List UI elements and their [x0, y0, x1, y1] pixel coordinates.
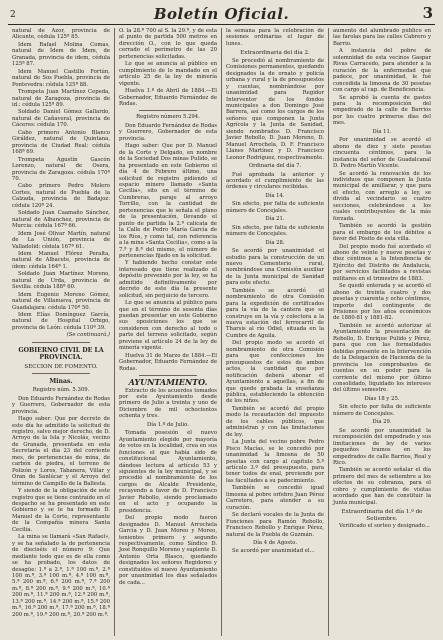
paragraph: Tomada posesión el nuevo Ayuntamiento elegido por mayoría de votos en la localidad, crea en sus funciones el que había sido de constitucional Ayuntamiento, dándose lectura al artículo 53 y siguientes de la ley municipal, y se procedió al nombramiento de los cargos de Alcalde Presidente, recayendo a favor de D. Francisco Javier Rebollo, siendo proclamado en el acto y ocupando la presidencia. [119, 430, 217, 514]
paragraph: La Junta del vecino pobre Pedro Pisco Macías, se le concedió por unanimidad la limosna de 50 pesetas con cargo al capítulo 5.º artículo 3.º del presupuesto, para tener todos de enal, previendo por las facultades a su padecimiento. [226, 439, 324, 484]
column-4 [328, 28, 435, 636]
section-divider [32, 373, 90, 374]
paragraph: Idem Eugenio Moreno Gómez, natural de Villanueva, provincia de Guadalajara: cédula 170ª 50. [12, 291, 110, 311]
paragraph: Trompeta Agustín Gascón Lorenzo, natural de Osera, provincia de Zaragoza: cédula 170ª 70. [12, 156, 110, 182]
page-header [8, 4, 435, 25]
paragraph: la semana para la celebración de sesiones ordinarias el lugar de lunes. [226, 28, 324, 47]
page-title: Boletín Oficial. [153, 5, 290, 23]
subsection-heading: Extraordinaria del día 1.º de Setiembre. [341, 509, 423, 522]
column-1 [8, 28, 114, 636]
centered-heading: Días 18 y 25. [364, 395, 400, 402]
paragraph: Extracto de los acuerdos tomados por este Ayuntamiento desde primero de Julio a treinta y uno de Diciembre de mil ochocientos ochenta y tres. [119, 387, 217, 420]
paragraph: aumento del alumbrado público en las farolas para las calles Cabrero y Barrio. [333, 28, 431, 47]
section-title: AYUNTAMIENTO. [128, 377, 208, 388]
centered-heading: Ordinaria del día 7. [248, 163, 302, 170]
paragraph: Se acordó la renovación de los individuos que componen la Junta municipal de amillarar, y que para el efecto, con arreglo a ley, se divida al vecindario se cuatro secciones, celebrándose a los cuales contribuyentes de la más forzada. [333, 170, 431, 222]
page-number-right: 3 [422, 4, 433, 22]
section-divider [139, 375, 197, 376]
section-heading: GOBIERNO CIVIL DE LA PROVINCIA. [18, 346, 104, 361]
paragraph: Lo que se anuncia al público en cumplimiento de lo mandado en el artículo 25 de la ley de minería vigente. [119, 61, 217, 87]
section-heading: Minas. [49, 378, 73, 386]
centered-heading: Día 29. [372, 419, 392, 426]
paragraph: Se acordó por unanimidad el estudio para la construcción de un nuevo Cementerio rural, nombrándose una Comisión auxiliar de la Junta municipal de Sanidad para este efecto. [226, 248, 324, 287]
text-columns [8, 28, 435, 636]
paragraph: Sin efecto, por falta de suficiente número de Concejales. [226, 201, 324, 214]
paragraph: Idem Rafael Molina Comas, natural de Ídem de Ídem, de Granada, provincia de idem, cédula 125ª 87. [12, 41, 110, 68]
paragraph: Trompeta Juan Martínez Cepeda, natural de Zaragoza, provincia de id.: cédula 125ª 89. [12, 89, 110, 108]
paragraph: O. la 28.ª 700 al S. la 29.ª, y de esta al punto de partida 500 metros en dirección O., con lo que queda cerrado el perímetro de las 20 pertenencias solicitadas. [119, 28, 217, 60]
paragraph: Lo que se anuncia al público para que en el término de sesenta días puedan presentar en este Gobierno sus oposiciones los que se consideren con derecho al todo o parte del terreno solicitado, según previene el artículo 24 de la ley de minería vigente. [119, 300, 217, 352]
paragraph: Sin efecto, por falta de suficiente número de Concejales. [226, 224, 324, 238]
signature-line: (Se continuará.) [66, 332, 110, 339]
paragraph: Idem Elías Domínguez García, natural de Hospital Orbigo, provincia de León: cédula 110ª 39. [12, 312, 110, 331]
paragraph: Huelva 1.º de Abril de 1884.—El Gobernador, Eduardo Fernández de Rodas. [119, 88, 217, 107]
paragraph: Y siendo de la obligación de este registro que se tiene contraído en el despacho se ha presentado en este Gobierno y se le ha formado D. Manuel de la Corte, representante de la Compañía minera Santa Cecilia. [12, 488, 110, 533]
paragraph: También se acordó del propio modo la recaudación del impuesto de los cables públicos, que administran y con las limitaciones de ley. [226, 405, 324, 438]
paragraph: Don Eduardo Fernández de Rodas y Guerrero, Gobernador de esta provincia. [119, 122, 217, 142]
paragraph: Verificado el sorteo y designado... [339, 523, 430, 530]
paragraph: Se procedió al nombramiento de Comisiones permanentes, quedando designados la de ornato y policía urbana y rural y la de presupuestos y cuentas, nombrándose por unanimidad para Regidor Interventor de los fondos municipales a don Domingo José Barrera, así como los cargos de los señores que componen la Junta Agrícola y la Junta de Sanidad, siendo nombrados D. Francisco Javier Rebollo, D. Juan Moreno, D. Manuel Arrochela, D. F. Francisco Llanes Martínez y D. Francisco Leonor Rodríguez, respectivamente. [226, 57, 324, 161]
paragraph: Cabo primero Antonio Blanco Giráldez, natural de Quintana, provincia de Ciudad Real: cédula 168ª 69. [12, 129, 110, 156]
paragraph: También se acordó autorizar al Ayuntamiento la presentación de Rebollo, D. Enrique Pulido y Pérez, para que con las formalidades debidas presente en la Intervención de la Delegación de Hacienda de la provincia los comprobantes de cuentas en su poder para la corriente del mismo por último consolidado, liquidado los intereses del último semestre. [333, 322, 431, 394]
paragraph: La mina se llamará «San Rafael», y se ha señalado la de pertenencia de dieciséis el número 9: Que mediante todo que es de ella como se ha probado, los datos de desagüe: 1.ª a 2.ª, 1.ª 100 m.ª, 2.ª 100 m.ª, 3.ª 100 m.ª, 4.ª 100 m.ª, 5.ª 200 m.ª, 6.ª 200 m.ª, 7.ª 200 m.ª, 8.ª 200 m.ª, 9.ª 200 m.ª, 10.ª 200 m.ª, 11.ª 200 m.ª, 12.ª 200 m.ª, 13.ª 200 m.ª, 14.ª 200 m.ª, 15.ª 200 m.ª, 16.ª 200 m.ª, 17.ª 200 m.ª, 18.ª 200 m.ª, 19.ª 200 m.ª, 20.ª 200 m.ª. [12, 534, 110, 618]
paragraph: Por unanimidad se acordó el abono de diez y siete pesetas cincuenta céntimos, para la instancia del señor de Guadalcanal D. Pedro Martín Vicente. [333, 137, 431, 170]
paragraph: Se acordó por unanimidad la recomposición del empedrado y sus limitaciones de ley de varios pequeños tramos en los empedrados de calle Barrios, Real y Rico. [333, 427, 431, 466]
paragraph: Don Eduardo Fernández de Rodas y Guerrero, Gobernador de esta provincia. [12, 395, 110, 415]
paragraph: Fué aprobada la anterior y acordado el cumplimiento de las órdenes y circulares recibidas. [226, 171, 324, 191]
centered-heading: Día 11. [372, 128, 392, 135]
section-divider [32, 342, 90, 343]
paragraph: Se quedó enterada y se acordó el abono de treinta cuatro y dos pesetas y cuarenta y ocho céntimos, importe del contingente de Prisiones por los años económicos de 1880-81 y 1881-82. [333, 283, 431, 322]
paragraph: Del propio modo se acordó el nombramiento de otra Comisión para que confecciones los presupuestos de estos de ambos actos, la cantidad que por notificación deberá abonar el Ayuntamiento a aquellas, a fin de que quede grabada la enseñanza pública, estableciendo la obtención de los niños. [226, 340, 324, 405]
centered-heading: Día 1.º de Julio. [147, 421, 189, 428]
paragraph: natural de Azor, provincia de Alicante, cédula 125ª 85. [12, 28, 110, 41]
centered-heading: Registro núm. 5.309. [32, 387, 90, 394]
page-number-left: 2 [10, 10, 16, 20]
paragraph: Soldado Daniel Gómez Gallardo, natural de Cañaveral, provincia de Cáceres: cédula 170. [12, 109, 110, 129]
centered-heading: Día 21. [265, 216, 285, 223]
centered-heading: Registro número 5.294. [136, 114, 200, 121]
paragraph: También se acordó señalar el día primero del mes de setiembre a los efectos de su cobranza, para el cobro y cumplimiento de visitas acordado que han de constituir la Junta municipal. [333, 467, 431, 506]
paragraph: Se aprobó la cuenta de gastos para la recomposición del empedrado de la calle de Barrios por los cuatro primeros días del mes. [333, 94, 431, 127]
paragraph: Soldado Juan Martínez Moreno, natural de Urda, provincia de Sevilla: cédula 188ª 60. [12, 271, 110, 291]
paragraph: Hago saber: Que por decreto de este día he admitido la solicitud de registro, salvo mejor derecho, de D. Arroyo de la Isla y Nicolás, vecino de Granada, presentada en esta Secretaría el día 23 del corriente mes, de pertenencias de mina, de carbón de piedra, el terreno de Polizón y Loros, Tabanera, Villar y Oran de Sanlúcar y el Arroyo del término de Campillo de la Ballesta. [12, 416, 110, 487]
paragraph: Hago saber: Que por D. Manuel de la Corte y Delgado, en nombre de la Sociedad Dos minas Pulido, se ha presentado en este Gobierno el día 4 de Febrero último, una solicitud de registro pidiendo el espacio minero llamado «Santa Cecilia», sito en el término de Cumbreras, paraje al arroyo Torrillo, con la cantidad de pertenencias que le señala el plano de la presentación, llevando el punto de partida la 2.ª calicata de la Calle de Pedro María García de los Ríos, y como tal, con referencia a la mina «Santa Cecilia», como a la 7.ª y 8.ª del mismo, el número de pertenencias fijado en la solicitud. [119, 143, 217, 259]
paragraph: También se acordó el nombramiento de otra Comisión para la expedición de certificados para la vía de la cantera que se construye en la vía y colectora a la nueva estación del ferrocarril de Tharsis al río Odiel, situada en la Cumbre de Aguila. [226, 287, 324, 339]
paragraph: Sin efecto por falta de suficiente número de Concejales. [333, 404, 431, 417]
subsection-heading: SECCION DE FOMENTO. [24, 363, 98, 370]
subsection-heading: Extraordinaria del día 2. [240, 50, 310, 57]
paragraph: Del propio modo fueron designados D. Manuel Arrochela García y D. Juan Moreo y Moreo, tenientes primero y segundo respectivamente, como Síndico D. José Ronquillo Moreno y suplente D. Antonio Orta Blasco, quedando designados los señores Regidores y constituidos el nuevo Ayuntamiento por unanimidad los días señalados de cada... [119, 515, 217, 586]
paragraph: Se acordó por unanimidad el... [232, 548, 315, 555]
centered-heading: Día 28. [265, 239, 285, 246]
centered-heading: Día 4 de Agosto. [252, 539, 298, 546]
column-2 [114, 28, 221, 636]
paragraph: Del propio modo fué acordado el abono de veinte y nueve pesetas y diez céntimos a la Intendencia de Ejército del Distrito de Andalucía, por servicios facilitados a revistas militares en el trimestre de 1883. [333, 243, 431, 282]
paragraph: Idem Manuel Flórez Peralta, natural de Albacete, provincia de ídem: cédula 164ª 1. [12, 250, 110, 270]
column-3 [221, 28, 328, 636]
paragraph: Soldado Juan Caamaño Sánchez, natural de Albanchez, provincia de Murcia: cédula 167ª 66. [12, 210, 110, 230]
paragraph: Huelva 31 de Marzo de 1884.—El Gobernador, Eduardo Fernández de Rodas. [119, 352, 217, 372]
paragraph: A instancia del pobre de solemnidad de esta vecinos Gaspar Rivas Carracedo, para atender a la curación de la enfermedad que padece, por unanimidad, le fué concedida la limosna de 30 pesetas con cargo al cap. de Beneficencia. [333, 48, 431, 94]
paragraph: Cabo primero Pedro Molero Cortes, natural de Puebla de la Calzada, provincia de Badajoz: cédula 120ª 24. [12, 183, 110, 209]
paragraph: Idem José Olivar Martín, natural de La Unión, provincia de Valladolid: cédula 167ª 61. [12, 230, 110, 250]
paragraph: También se acordó la gestión para el embargo de los débitos a favor del Pósito de esta villa. [333, 223, 431, 243]
paragraph: Y habiendo hecho constar este interesado que tiene realizado el depósito prevenido por la ley, se ha admitido definitivamente por decreto de este día la presente solicitud, sin perjuicio de tercero. [119, 260, 217, 299]
paragraph: Se declaró vocales de la Junta de Funciones para Ramón Rebollo, Francisco Rebollo y Enrique Pérez, natural de la Puebla de Guzmán. [226, 512, 324, 538]
paragraph: También se concedió igual limosna al pobre orfebre Juan Pérez Carretero, para atender a su curación. [226, 485, 324, 511]
centered-heading: Día 14. [265, 192, 285, 199]
section-divider [139, 110, 197, 111]
paragraph: Idem Manuel Castillo Fortún, natural de Sos Puebla, provincia de Pontevedra: cédula 125ª 88. [12, 68, 110, 88]
